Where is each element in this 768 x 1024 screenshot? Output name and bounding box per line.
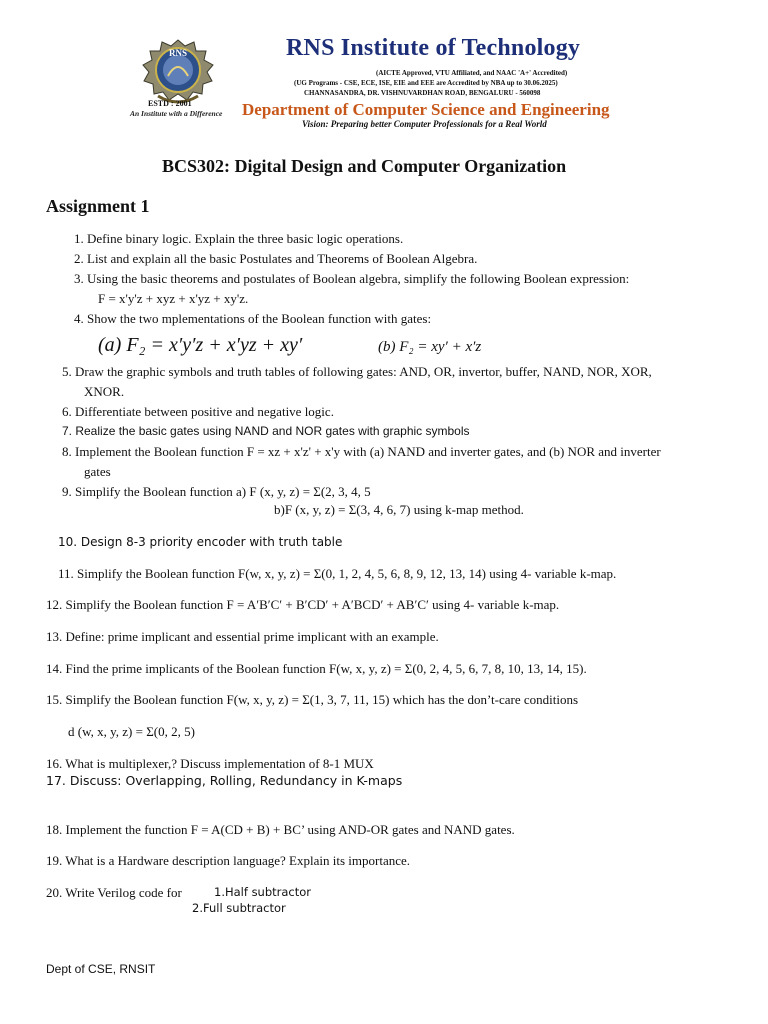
- estd-label: ESTD : 2001: [148, 99, 192, 108]
- question-18: 18. Implement the function F = A(CD + B) + BC’ using AND-OR gates and NAND gates.: [46, 822, 515, 837]
- question-7: 7. Realize the basic gates using NAND and NOR gates with graphic symbols: [62, 424, 470, 438]
- institute-name: RNS Institute of Technology: [286, 35, 581, 61]
- question-5-continued: XNOR.: [84, 384, 125, 399]
- question-1: 1. Define binary logic. Explain the three basic logic operations.: [74, 231, 404, 246]
- question-3: 3. Using the basic theorems and postulates of Boolean algebra, simplify the following Boolean expression:: [74, 271, 630, 286]
- question-12: 12. Simplify the Boolean function F = A′B′C′ + B′CD′ + A′BCD′ + AB′C′ using 4- variable k-map.: [46, 597, 560, 612]
- question-4-part-b: (b) F₂ = xy′ + x′z: [378, 339, 482, 355]
- question-17: 17. Discuss: Overlapping, Rolling, Redundancy in K-maps: [46, 773, 403, 788]
- question-16: 16. What is multiplexer,? Discuss implementation of 8-1 MUX: [46, 756, 374, 771]
- question-10: 10. Design 8-3 priority encoder with truth table: [58, 535, 343, 549]
- question-11: 11. Simplify the Boolean function F(w, x, y, z) = Σ(0, 1, 2, 4, 5, 6, 8, 9, 12, 13, 14) using 4- variable k-map.: [58, 566, 617, 581]
- vision-statement: Vision: Preparing better Computer Professionals for a Real World: [302, 119, 547, 129]
- address-line: CHANNASANDRA, DR. VISHNUVARDHAN ROAD, BENGALURU - 560098: [304, 89, 541, 97]
- question-4-part-a: (a) F₂ = x′y′z + x′yz + xy′: [98, 334, 303, 356]
- question-9-part-b: b)F (x, y, z) = Σ(3, 4, 6, 7) using k-map method.: [274, 502, 524, 517]
- question-4: 4. Show the two mplementations of the Boolean function with gates:: [74, 311, 432, 326]
- question-6: 6. Differentiate between positive and negative logic.: [62, 404, 334, 419]
- question-14: 14. Find the prime implicants of the Boolean function F(w, x, y, z) = Σ(0, 2, 4, 5, 6, 7, 8, 10, 13, 14, 15).: [46, 661, 587, 676]
- question-13: 13. Define: prime implicant and essential prime implicant with an example.: [46, 629, 439, 644]
- question-20-item-2: 2.Full subtractor: [192, 901, 286, 915]
- question-9: 9. Simplify the Boolean function a) F (x, y, z) = Σ(2, 3, 4, 5: [62, 484, 371, 499]
- question-8: 8. Implement the Boolean function F = xz + x'z' + x'y with (a) NAND and inverter gates, and (b) NOR and inverter: [62, 444, 661, 459]
- logo-text: RNS: [168, 48, 188, 58]
- question-2: 2. List and explain all the basic Postulates and Theorems of Boolean Algebra.: [74, 251, 478, 266]
- assignment-title: Assignment 1: [46, 196, 150, 216]
- accreditation-line-1: (AICTE Approved, VTU Affiliated, and NAAC 'A+' Accredited): [376, 69, 568, 77]
- question-20: 20. Write Verilog code for: [46, 885, 182, 900]
- department-name: Department of Computer Science and Engineering: [242, 100, 610, 119]
- question-5: 5. Draw the graphic symbols and truth tables of following gates: AND, OR, invertor, buffer, NAND, NOR, XOR,: [62, 364, 652, 379]
- page-footer: Dept of CSE, RNSIT: [46, 962, 156, 976]
- question-15-dont-care: d (w, x, y, z) = Σ(0, 2, 5): [68, 724, 195, 739]
- question-8-continued: gates: [84, 464, 111, 479]
- institute-motto: An Institute with a Difference: [130, 109, 223, 118]
- question-20-item-1: 1.Half subtractor: [214, 885, 312, 899]
- accreditation-line-2: (UG Programs - CSE, ECE, ISE, EIE and EEE are Accredited by NBA up to 30.06.2025): [294, 79, 558, 87]
- course-title: BCS302: Digital Design and Computer Organization: [162, 156, 567, 176]
- question-19: 19. What is a Hardware description language? Explain its importance.: [46, 853, 410, 868]
- question-3-expression: F = x'y'z + xyz + x'yz + xy'z.: [98, 291, 249, 306]
- question-15: 15. Simplify the Boolean function F(w, x, y, z) = Σ(1, 3, 7, 11, 15) which has the don’t-care conditions: [46, 692, 579, 707]
